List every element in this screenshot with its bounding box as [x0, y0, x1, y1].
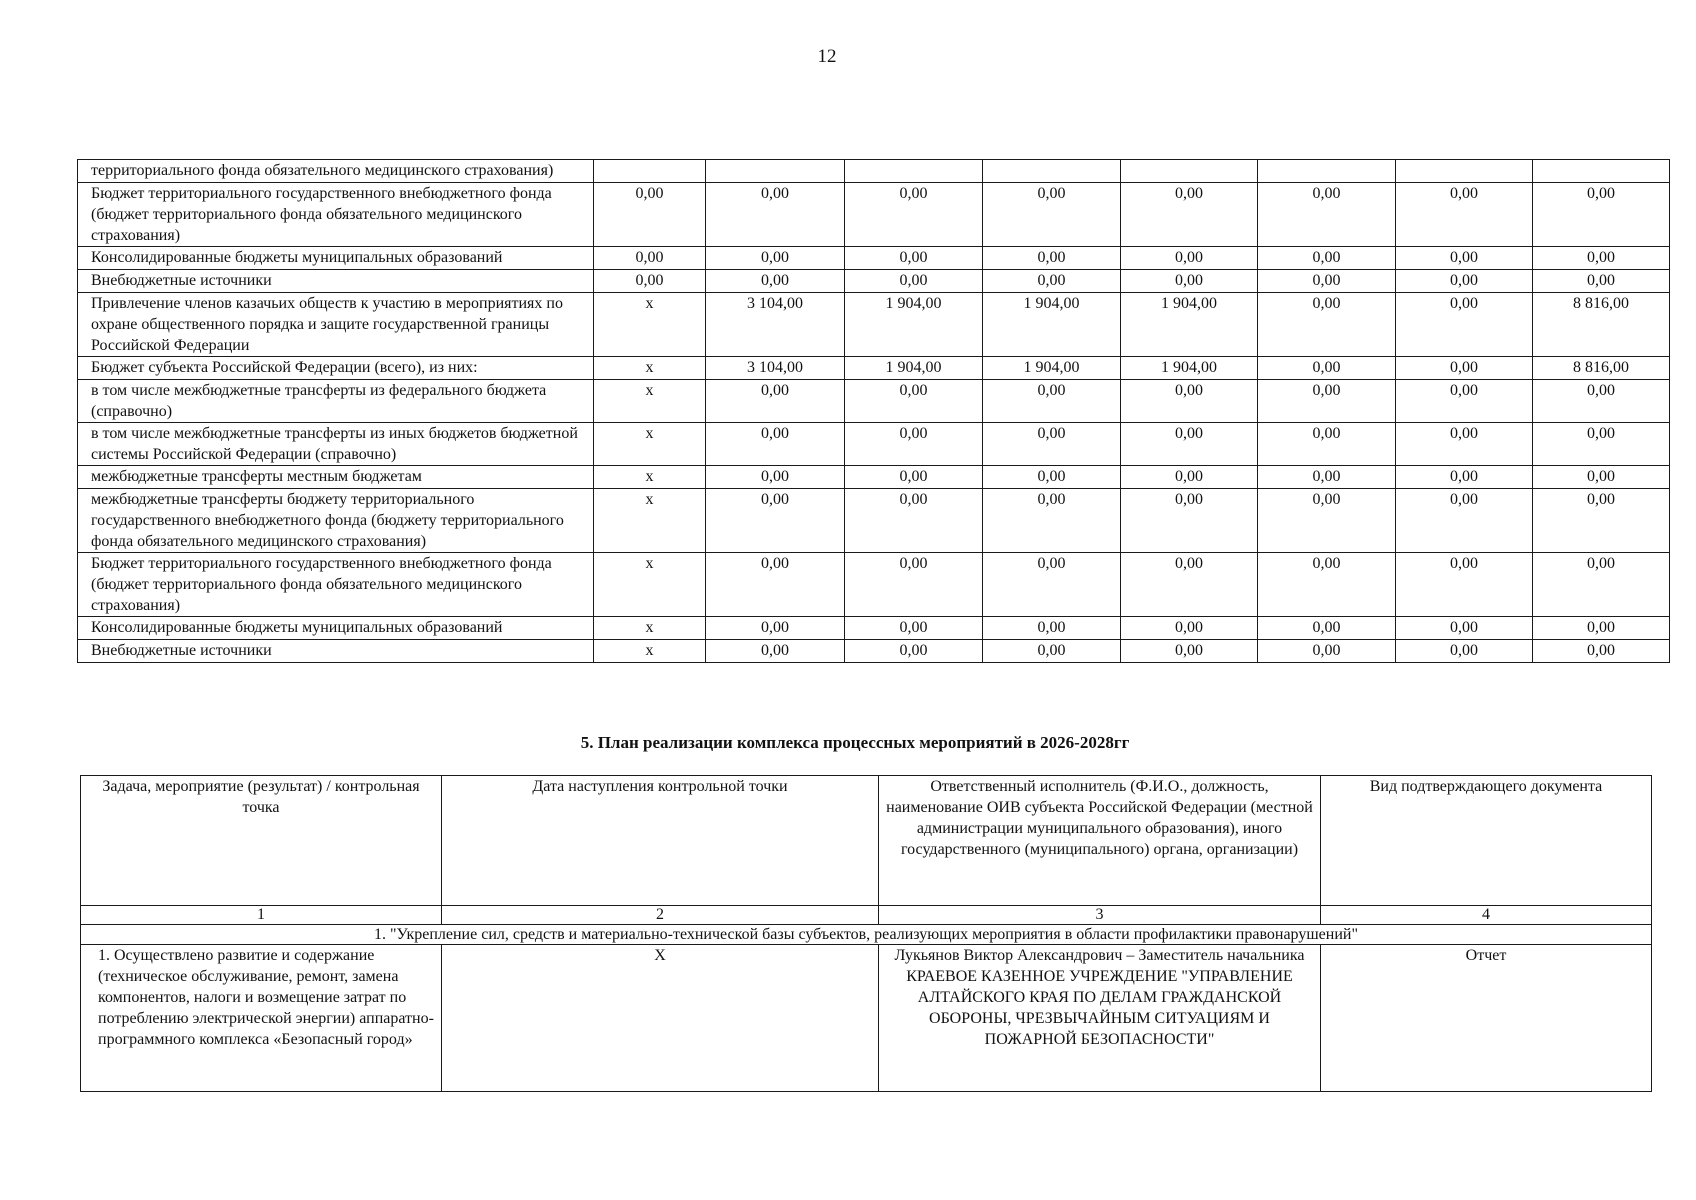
budget-cell: 0,00	[983, 247, 1121, 270]
budget-row	[78, 489, 1670, 553]
plan-table	[80, 775, 1652, 1092]
budget-cell: 0,00	[1258, 466, 1396, 489]
budget-cell	[594, 160, 706, 183]
budget-cell: 0,00	[983, 423, 1121, 466]
budget-row-label: территориального фонда обязательного медицинского страхования)	[78, 160, 594, 183]
column-number: 1	[81, 906, 442, 925]
budget-cell: х	[594, 640, 706, 663]
budget-cell: 0,00	[706, 640, 845, 663]
budget-cell: 0,00	[1121, 270, 1258, 293]
budget-cell: 0,00	[706, 247, 845, 270]
budget-cell: 0,00	[1533, 247, 1670, 270]
budget-row-label: в том числе межбюджетные трансферты из иных бюджетов бюджетной системы Российской Федерации (справочно)	[78, 423, 594, 466]
section-title: 5. План реализации комплекса процессных мероприятий в 2026-2028гг	[580, 733, 1130, 752]
page-number: 12	[817, 46, 837, 67]
budget-cell: х	[594, 423, 706, 466]
budget-row-label: в том числе межбюджетные трансферты из федерального бюджета (справочно)	[78, 380, 594, 423]
budget-row-label: Внебюджетные источники	[78, 640, 594, 663]
budget-cell: 0,00	[1396, 183, 1533, 247]
budget-cell: 0,00	[1533, 380, 1670, 423]
budget-cell	[1121, 160, 1258, 183]
budget-cell: 0,00	[1258, 489, 1396, 553]
budget-cell: 1 904,00	[1121, 357, 1258, 380]
budget-row-label: межбюджетные трансферты бюджету территориального государственного внебюджетного фонда (бюджету территориального фонда обязательного медицинского страхования)	[78, 489, 594, 553]
budget-cell: 0,00	[1533, 489, 1670, 553]
item-date: Х	[442, 945, 879, 1092]
task-title: 1. "Укрепление сил, средств и материально-технической базы субъектов, реализующих мероприятия в области профилактики правонарушений"	[81, 925, 1652, 945]
budget-cell: 0,00	[706, 553, 845, 617]
budget-cell: 0,00	[845, 247, 983, 270]
budget-cell: 1 904,00	[845, 293, 983, 357]
budget-cell: 0,00	[1121, 640, 1258, 663]
budget-cell: 0,00	[706, 423, 845, 466]
item-document: Отчет	[1321, 945, 1652, 1092]
budget-cell	[845, 160, 983, 183]
column-number: 3	[879, 906, 1321, 925]
budget-cell: х	[594, 617, 706, 640]
budget-cell: 0,00	[1258, 640, 1396, 663]
budget-cell	[1258, 160, 1396, 183]
budget-cell: 8 816,00	[1533, 357, 1670, 380]
budget-cell: х	[594, 489, 706, 553]
budget-cell: х	[594, 553, 706, 617]
budget-cell: 0,00	[706, 380, 845, 423]
budget-cell: 0,00	[845, 489, 983, 553]
budget-row	[78, 380, 1670, 423]
budget-cell: 0,00	[1396, 293, 1533, 357]
budget-cell: 0,00	[845, 553, 983, 617]
budget-cell: 1 904,00	[983, 293, 1121, 357]
budget-cell: 0,00	[1121, 466, 1258, 489]
budget-row-label: Консолидированные бюджеты муниципальных образований	[78, 247, 594, 270]
budget-cell: 0,00	[594, 247, 706, 270]
budget-cell: 0,00	[1258, 270, 1396, 293]
budget-cell: 0,00	[1258, 183, 1396, 247]
budget-cell: 0,00	[1396, 357, 1533, 380]
budget-row	[78, 357, 1670, 380]
budget-row	[78, 247, 1670, 270]
budget-cell: 0,00	[983, 270, 1121, 293]
budget-cell: 0,00	[1258, 617, 1396, 640]
budget-cell: 0,00	[594, 183, 706, 247]
header-task: Задача, мероприятие (результат) / контрольная точка	[81, 776, 442, 906]
budget-cell: 0,00	[706, 617, 845, 640]
budget-cell: 0,00	[1258, 423, 1396, 466]
budget-cell: 3 104,00	[706, 357, 845, 380]
plan-item-row	[81, 945, 1652, 1092]
budget-cell: 0,00	[983, 617, 1121, 640]
budget-cell: 0,00	[1121, 247, 1258, 270]
header-date: Дата наступления контрольной точки	[442, 776, 879, 906]
budget-cell: 0,00	[706, 270, 845, 293]
budget-cell: х	[594, 466, 706, 489]
budget-row	[78, 160, 1670, 183]
budget-cell: 0,00	[706, 489, 845, 553]
budget-cell: 0,00	[1396, 380, 1533, 423]
budget-cell: 0,00	[706, 466, 845, 489]
budget-cell: 0,00	[983, 640, 1121, 663]
budget-cell: 0,00	[845, 270, 983, 293]
budget-cell	[1396, 160, 1533, 183]
budget-cell: 0,00	[1258, 247, 1396, 270]
budget-cell: 0,00	[1121, 553, 1258, 617]
budget-cell: 1 904,00	[983, 357, 1121, 380]
budget-row	[78, 617, 1670, 640]
budget-cell: 0,00	[1121, 380, 1258, 423]
budget-cell: 0,00	[845, 423, 983, 466]
budget-row-label: Бюджет субъекта Российской Федерации (всего), из них:	[78, 357, 594, 380]
budget-cell: 0,00	[1533, 270, 1670, 293]
budget-cell: 1 904,00	[845, 357, 983, 380]
budget-cell: х	[594, 357, 706, 380]
budget-row-label: Внебюджетные источники	[78, 270, 594, 293]
item-name: 1. Осуществлено развитие и содержание (техническое обслуживание, ремонт, замена компонентов, налоги и возмещение затрат по потреблению электрической энергии) аппаратно-программного комплекса «Безопасный город»	[81, 945, 442, 1092]
budget-cell: 0,00	[1396, 617, 1533, 640]
budget-cell: 0,00	[1258, 553, 1396, 617]
budget-cell: 0,00	[1396, 270, 1533, 293]
budget-cell: 0,00	[1258, 380, 1396, 423]
budget-cell: 0,00	[1258, 293, 1396, 357]
budget-cell: 0,00	[845, 183, 983, 247]
budget-cell	[706, 160, 845, 183]
budget-cell	[1533, 160, 1670, 183]
budget-row	[78, 466, 1670, 489]
budget-cell: 0,00	[1533, 617, 1670, 640]
budget-cell: х	[594, 380, 706, 423]
budget-cell: 0,00	[1533, 553, 1670, 617]
budget-cell: 0,00	[706, 183, 845, 247]
budget-cell: 0,00	[983, 553, 1121, 617]
budget-cell: 0,00	[1121, 617, 1258, 640]
budget-row-label: Бюджет территориального государственного внебюджетного фонда (бюджет территориального фонда обязательного медицинского страхования)	[78, 183, 594, 247]
budget-row	[78, 183, 1670, 247]
budget-cell: 0,00	[845, 380, 983, 423]
budget-cell: 0,00	[1396, 489, 1533, 553]
budget-table	[77, 159, 1670, 663]
budget-cell: 0,00	[1396, 553, 1533, 617]
budget-cell: 0,00	[1258, 357, 1396, 380]
budget-cell	[983, 160, 1121, 183]
budget-row-label: межбюджетные трансферты местным бюджетам	[78, 466, 594, 489]
budget-cell: 0,00	[845, 640, 983, 663]
budget-row	[78, 423, 1670, 466]
budget-cell: 0,00	[1396, 423, 1533, 466]
budget-cell: 0,00	[1121, 489, 1258, 553]
budget-cell: 0,00	[1121, 183, 1258, 247]
budget-cell: 0,00	[1533, 640, 1670, 663]
column-number: 4	[1321, 906, 1652, 925]
column-numbers-row	[81, 906, 1652, 925]
header-document: Вид подтверждающего документа	[1321, 776, 1652, 906]
budget-cell: 0,00	[1533, 423, 1670, 466]
budget-cell: 0,00	[845, 466, 983, 489]
task-row	[81, 925, 1652, 945]
budget-cell: 0,00	[1396, 640, 1533, 663]
budget-cell: 0,00	[983, 466, 1121, 489]
budget-cell: 0,00	[983, 380, 1121, 423]
budget-row	[78, 553, 1670, 617]
budget-cell: 1 904,00	[1121, 293, 1258, 357]
budget-cell: 3 104,00	[706, 293, 845, 357]
budget-row	[78, 640, 1670, 663]
budget-cell: 0,00	[1396, 247, 1533, 270]
item-responsible: Лукьянов Виктор Александрович – Заместитель начальника КРАЕВОЕ КАЗЕННОЕ УЧРЕЖДЕНИЕ "УПРАВЛЕНИЕ АЛТАЙСКОГО КРАЯ ПО ДЕЛАМ ГРАЖДАНСКОЙ ОБОРОНЫ, ЧРЕЗВЫЧАЙНЫМ СИТУАЦИЯМ И ПОЖАРНОЙ БЕЗОПАСНОСТИ"	[879, 945, 1321, 1092]
budget-cell: 0,00	[1533, 466, 1670, 489]
budget-cell: 0,00	[983, 489, 1121, 553]
budget-row-label: Консолидированные бюджеты муниципальных образований	[78, 617, 594, 640]
header-responsible: Ответственный исполнитель (Ф.И.О., должность, наименование ОИВ субъекта Российской Федерации (местной администрации муниципального образования), иного государственного (муниципального) органа, организации)	[879, 776, 1321, 906]
budget-row	[78, 270, 1670, 293]
budget-cell: 0,00	[594, 270, 706, 293]
budget-row-label: Привлечение членов казачьих обществ к участию в мероприятиях по охране общественного порядка и защите государственной границы Российской Федерации	[78, 293, 594, 357]
budget-row-label: Бюджет территориального государственного внебюджетного фонда (бюджет территориального фонда обязательного медицинского страхования)	[78, 553, 594, 617]
column-number: 2	[442, 906, 879, 925]
budget-cell: 0,00	[1121, 423, 1258, 466]
budget-cell: 8 816,00	[1533, 293, 1670, 357]
budget-cell: 0,00	[1396, 466, 1533, 489]
budget-cell: 0,00	[845, 617, 983, 640]
budget-cell: х	[594, 293, 706, 357]
budget-cell: 0,00	[983, 183, 1121, 247]
plan-header-row	[81, 776, 1652, 906]
budget-cell: 0,00	[1533, 183, 1670, 247]
budget-row	[78, 293, 1670, 357]
